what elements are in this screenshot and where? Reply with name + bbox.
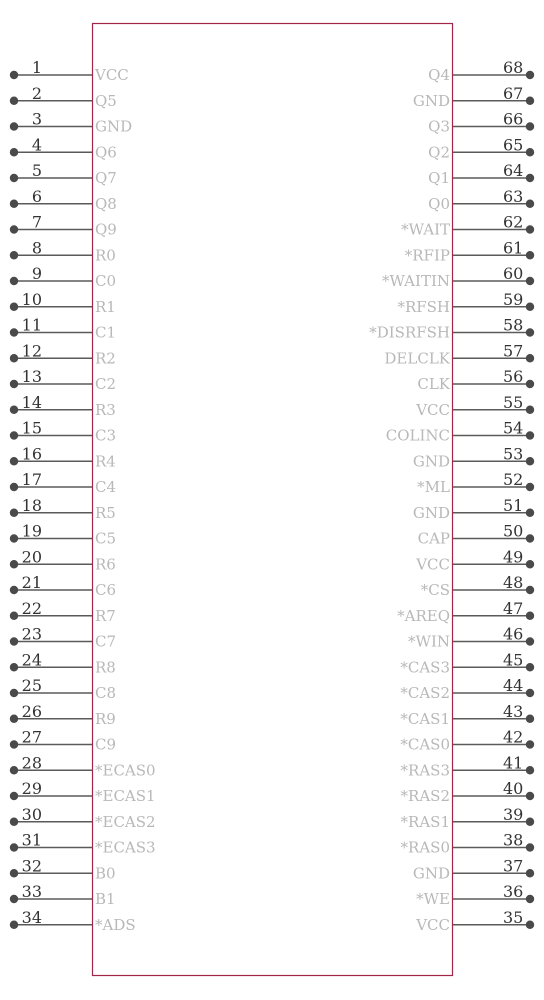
pin-endpoint-dot <box>10 818 18 826</box>
pin-endpoint-dot <box>526 122 534 130</box>
pin-59 <box>397 290 534 316</box>
pin-endpoint-dot <box>526 406 534 414</box>
pin-14 <box>10 393 116 419</box>
pin-name-label: R9 <box>95 709 116 728</box>
pin-name-label: Q0 <box>428 194 450 213</box>
pin-name-label: *CAS1 <box>400 709 450 728</box>
pin-name-label: *RAS1 <box>400 812 450 831</box>
pin-name-label: GND <box>95 117 133 136</box>
pin-number: 4 <box>31 135 42 155</box>
pin-number: 65 <box>503 135 524 155</box>
pin-13 <box>10 367 116 393</box>
pin-endpoint-dot <box>526 200 534 208</box>
pin-46 <box>408 625 534 651</box>
pin-endpoint-dot <box>10 277 18 285</box>
pin-33 <box>10 882 116 908</box>
pin-number: 21 <box>21 573 42 592</box>
pin-number: 53 <box>503 444 524 464</box>
pin-name-label: DELCLK <box>384 349 450 368</box>
pin-66 <box>428 110 534 136</box>
pin-52 <box>417 470 534 496</box>
pin-21 <box>10 573 116 599</box>
pin-endpoint-dot <box>10 225 18 233</box>
pin-61 <box>405 238 534 264</box>
pin-endpoint-dot <box>10 509 18 517</box>
pin-endpoint-dot <box>10 380 18 388</box>
pin-9 <box>10 264 116 290</box>
pin-endpoint-dot <box>10 766 18 774</box>
pin-name-label: VCC <box>95 66 129 84</box>
pin-67 <box>413 84 534 110</box>
pin-endpoint-dot <box>526 174 534 182</box>
pin-number: 9 <box>31 264 42 283</box>
pin-name-label: VCC <box>416 400 450 419</box>
pin-number: 24 <box>21 650 42 670</box>
pin-endpoint-dot <box>10 483 18 491</box>
pin-name-label: GND <box>412 452 450 471</box>
pin-number: 57 <box>503 341 524 361</box>
pin-endpoint-dot <box>10 71 18 79</box>
pin-name-label: Q1 <box>428 169 450 187</box>
pin-endpoint-dot <box>10 97 18 105</box>
pin-number: 26 <box>21 701 42 721</box>
pin-number: 16 <box>21 444 42 464</box>
pin-48 <box>421 573 534 599</box>
pin-endpoint-dot <box>526 354 534 362</box>
right-pin-column <box>369 58 534 934</box>
pin-number: 1 <box>31 58 42 77</box>
pin-number: 3 <box>31 109 42 129</box>
pin-2 <box>10 84 117 110</box>
pin-number: 44 <box>503 676 524 695</box>
pin-endpoint-dot <box>10 843 18 851</box>
pin-number: 17 <box>21 470 42 489</box>
pin-endpoint-dot <box>10 689 18 697</box>
pin-68 <box>428 58 534 84</box>
pin-endpoint-dot <box>526 869 534 877</box>
pin-number: 64 <box>503 161 524 180</box>
pin-number: 12 <box>21 341 42 361</box>
pin-12 <box>10 341 116 367</box>
pin-number: 22 <box>21 598 42 618</box>
pin-60 <box>382 264 534 290</box>
pin-name-label: C7 <box>95 632 117 651</box>
pin-number: 7 <box>31 212 42 232</box>
pin-number: 54 <box>503 418 524 438</box>
pin-18 <box>10 496 116 522</box>
pin-endpoint-dot <box>526 818 534 826</box>
pin-name-label: C6 <box>95 581 117 599</box>
pin-name-label: C5 <box>95 529 117 548</box>
pin-17 <box>10 470 116 496</box>
pin-endpoint-dot <box>10 586 18 594</box>
pin-name-label: C2 <box>95 375 117 393</box>
pin-5 <box>10 161 117 187</box>
pin-number: 20 <box>21 547 42 567</box>
pin-38 <box>401 831 535 857</box>
pin-number: 41 <box>503 753 524 773</box>
pin-number: 49 <box>503 547 524 567</box>
pin-endpoint-dot <box>10 148 18 156</box>
pin-number: 19 <box>21 521 42 541</box>
pin-endpoint-dot <box>526 277 534 285</box>
pin-20 <box>10 547 116 573</box>
pin-28 <box>10 753 156 779</box>
pin-27 <box>10 728 116 754</box>
pin-15 <box>10 419 116 445</box>
pin-name-label: *CS <box>420 581 450 599</box>
pin-number: 68 <box>503 58 524 77</box>
pin-endpoint-dot <box>10 354 18 362</box>
pin-number: 45 <box>503 650 524 670</box>
pin-number: 34 <box>21 907 42 927</box>
pin-number: 13 <box>21 367 42 386</box>
pin-number: 55 <box>503 392 524 412</box>
pin-endpoint-dot <box>526 457 534 465</box>
pin-endpoint-dot <box>526 740 534 748</box>
pin-number: 50 <box>503 521 524 541</box>
pin-endpoint-dot <box>10 637 18 645</box>
pin-name-label: *RAS0 <box>400 838 450 857</box>
pin-number: 61 <box>503 238 524 258</box>
pin-name-label: R6 <box>95 555 116 574</box>
pin-7 <box>10 213 117 239</box>
pin-name-label: R8 <box>95 658 116 677</box>
pin-name-label: R2 <box>95 349 116 368</box>
pin-number: 30 <box>21 804 42 824</box>
pin-endpoint-dot <box>526 895 534 903</box>
pin-36 <box>416 882 534 908</box>
pin-name-label: R3 <box>95 400 116 419</box>
pin-number: 63 <box>503 186 524 206</box>
pin-number: 8 <box>31 238 42 258</box>
pin-endpoint-dot <box>526 303 534 311</box>
pin-name-label: *RAS2 <box>400 787 450 805</box>
pin-57 <box>384 341 534 367</box>
pin-41 <box>401 753 535 779</box>
pin-endpoint-dot <box>10 431 18 439</box>
pin-name-label: *CAS0 <box>400 735 450 754</box>
pin-number: 35 <box>503 907 524 927</box>
pin-endpoint-dot <box>526 766 534 774</box>
pin-number: 33 <box>21 882 42 901</box>
pin-40 <box>401 779 535 805</box>
pin-62 <box>401 213 534 239</box>
pin-32 <box>10 856 116 882</box>
pin-name-label: Q8 <box>95 194 117 213</box>
pin-endpoint-dot <box>10 406 18 414</box>
pin-name-label: B1 <box>95 890 116 908</box>
pin-56 <box>417 367 534 393</box>
pin-endpoint-dot <box>10 921 18 929</box>
pin-number: 48 <box>503 573 524 592</box>
pin-58 <box>369 316 534 342</box>
pin-24 <box>10 650 116 676</box>
pin-name-label: *DISRFSH <box>369 323 450 342</box>
pin-number: 56 <box>503 367 524 386</box>
pin-31 <box>10 831 156 857</box>
pin-number: 67 <box>503 83 524 103</box>
pin-name-label: *CAS2 <box>400 684 450 702</box>
pin-name-label: Q7 <box>95 169 117 187</box>
pin-number: 66 <box>503 109 524 129</box>
pin-number: 18 <box>21 495 42 515</box>
pin-3 <box>10 110 132 136</box>
pin-name-label: C0 <box>95 272 117 290</box>
pin-number: 47 <box>503 598 524 618</box>
pin-65 <box>428 135 534 161</box>
pin-number: 42 <box>503 727 524 747</box>
pin-11 <box>10 316 116 342</box>
pin-endpoint-dot <box>10 200 18 208</box>
pin-endpoint-dot <box>10 869 18 877</box>
pin-number: 38 <box>503 830 524 850</box>
pin-name-label: C4 <box>95 478 117 496</box>
pin-endpoint-dot <box>526 251 534 259</box>
pin-45 <box>400 650 534 676</box>
pin-endpoint-dot <box>10 895 18 903</box>
pin-number: 32 <box>21 856 42 876</box>
pin-name-label: VCC <box>416 915 450 934</box>
pin-name-label: GND <box>412 91 450 110</box>
pin-name-label: GND <box>412 503 450 522</box>
pin-endpoint-dot <box>10 663 18 671</box>
pin-endpoint-dot <box>526 328 534 336</box>
pin-49 <box>415 547 534 573</box>
pin-name-label: *ECAS1 <box>95 787 156 805</box>
pin-name-label: R5 <box>95 503 116 522</box>
pin-name-label: *RFIP <box>404 246 450 265</box>
pin-54 <box>386 419 534 445</box>
pin-endpoint-dot <box>526 663 534 671</box>
pin-name-label: *WE <box>416 890 450 908</box>
pin-39 <box>401 805 535 831</box>
pin-47 <box>397 599 534 625</box>
pin-name-label: R7 <box>95 606 116 625</box>
pin-endpoint-dot <box>10 328 18 336</box>
pin-name-label: C3 <box>95 426 117 445</box>
pin-name-label: CLK <box>417 375 450 393</box>
pin-25 <box>10 676 116 702</box>
pin-8 <box>10 238 116 264</box>
pin-endpoint-dot <box>526 612 534 620</box>
pin-endpoint-dot <box>10 792 18 800</box>
pin-name-label: *WAITIN <box>382 272 450 290</box>
pin-44 <box>400 676 534 702</box>
pin-number: 37 <box>503 856 524 876</box>
pin-26 <box>10 702 116 728</box>
pin-endpoint-dot <box>526 225 534 233</box>
pin-number: 23 <box>21 624 42 644</box>
pin-endpoint-dot <box>526 148 534 156</box>
pin-number: 6 <box>31 186 42 206</box>
pin-name-label: *ECAS2 <box>95 812 156 831</box>
pin-43 <box>400 702 534 728</box>
pin-name-label: Q5 <box>95 91 117 110</box>
pin-endpoint-dot <box>10 122 18 130</box>
ic-body-outline <box>93 24 453 976</box>
pin-name-label: *RAS3 <box>400 761 450 780</box>
pin-number: 29 <box>21 779 42 798</box>
pin-4 <box>10 135 117 161</box>
left-pin-column <box>10 58 156 934</box>
pin-name-label: *ADS <box>95 915 136 934</box>
pin-34 <box>10 908 136 934</box>
pin-name-label: GND <box>412 864 450 883</box>
pin-number: 39 <box>503 804 524 824</box>
pin-number: 15 <box>21 418 42 438</box>
pin-name-label: R1 <box>95 297 116 316</box>
pin-endpoint-dot <box>10 251 18 259</box>
pin-53 <box>413 444 534 470</box>
pin-endpoint-dot <box>526 843 534 851</box>
pin-name-label: R4 <box>95 452 116 471</box>
pin-endpoint-dot <box>526 483 534 491</box>
pin-16 <box>10 444 116 470</box>
pin-endpoint-dot <box>526 586 534 594</box>
pin-number: 40 <box>503 779 524 798</box>
pin-number: 58 <box>503 315 524 335</box>
pin-19 <box>10 522 116 548</box>
pin-29 <box>10 779 156 805</box>
pin-number: 14 <box>21 392 42 412</box>
pin-name-label: *RFSH <box>397 297 450 316</box>
pin-35 <box>415 908 534 934</box>
pin-endpoint-dot <box>526 637 534 645</box>
pin-endpoint-dot <box>526 689 534 697</box>
pin-50 <box>418 522 535 548</box>
pin-endpoint-dot <box>10 612 18 620</box>
pin-endpoint-dot <box>526 97 534 105</box>
pin-name-label: CAP <box>417 529 450 548</box>
pin-name-label: *ML <box>417 478 450 496</box>
pin-number: 62 <box>503 212 524 232</box>
pin-55 <box>415 393 534 419</box>
pin-name-label: B0 <box>95 864 116 883</box>
pin-name-label: C9 <box>95 735 117 754</box>
pin-endpoint-dot <box>526 380 534 388</box>
pin-number: 27 <box>21 727 42 747</box>
pin-number: 59 <box>503 289 524 309</box>
pin-23 <box>10 625 116 651</box>
pin-number: 31 <box>21 830 42 850</box>
pin-64 <box>428 161 534 187</box>
pin-number: 51 <box>503 495 524 515</box>
pin-number: 5 <box>31 161 42 180</box>
pin-endpoint-dot <box>10 303 18 311</box>
pin-number: 28 <box>21 753 42 773</box>
pin-22 <box>10 599 116 625</box>
pin-endpoint-dot <box>526 509 534 517</box>
pin-name-label: R0 <box>95 246 116 265</box>
pin-name-label: *AREQ <box>397 606 450 625</box>
pin-endpoint-dot <box>526 921 534 929</box>
pin-endpoint-dot <box>526 792 534 800</box>
pin-name-label: *ECAS3 <box>95 838 156 857</box>
pin-63 <box>428 187 534 213</box>
pin-name-label: VCC <box>416 555 450 574</box>
pin-number: 25 <box>21 676 42 695</box>
pin-endpoint-dot <box>526 71 534 79</box>
pin-10 <box>10 290 116 316</box>
pin-name-label: *CAS3 <box>400 658 450 677</box>
pin-number: 36 <box>503 882 524 901</box>
pin-name-label: *ECAS0 <box>95 761 156 780</box>
pin-endpoint-dot <box>526 560 534 568</box>
pin-number: 43 <box>503 701 524 721</box>
pin-number: 52 <box>503 470 524 489</box>
pin-endpoint-dot <box>10 560 18 568</box>
pin-endpoint-dot <box>526 431 534 439</box>
pin-name-label: Q3 <box>428 117 450 136</box>
pin-1 <box>10 58 129 84</box>
pin-endpoint-dot <box>10 740 18 748</box>
pin-endpoint-dot <box>10 457 18 465</box>
pin-30 <box>10 805 156 831</box>
pin-name-label: Q6 <box>95 143 117 162</box>
pin-37 <box>413 856 534 882</box>
pin-endpoint-dot <box>10 174 18 182</box>
pin-name-label: Q2 <box>428 143 450 162</box>
pin-42 <box>400 728 534 754</box>
pin-name-label: Q9 <box>95 220 117 239</box>
pin-name-label: C1 <box>95 323 117 342</box>
pin-endpoint-dot <box>10 715 18 723</box>
pin-6 <box>10 187 117 213</box>
pin-name-label: *WIN <box>408 632 450 651</box>
pin-number: 10 <box>21 289 42 309</box>
pin-number: 11 <box>21 315 42 335</box>
pin-number: 2 <box>31 83 42 103</box>
pin-endpoint-dot <box>10 534 18 542</box>
pin-name-label: *WAIT <box>401 220 450 239</box>
pin-endpoint-dot <box>526 534 534 542</box>
pin-name-label: C8 <box>95 684 117 702</box>
pin-number: 46 <box>503 624 524 644</box>
pin-51 <box>413 496 534 522</box>
pin-name-label: COLINC <box>385 426 450 445</box>
pin-name-label: Q4 <box>428 66 450 84</box>
pin-number: 60 <box>503 264 524 283</box>
pin-endpoint-dot <box>526 715 534 723</box>
